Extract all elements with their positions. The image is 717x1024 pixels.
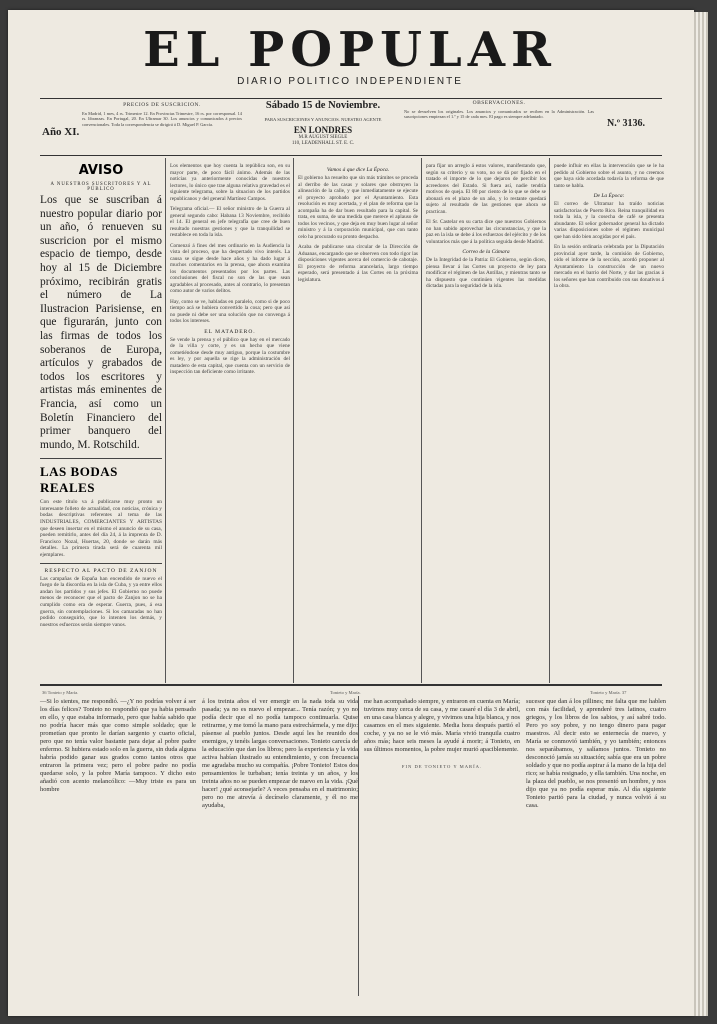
prices-box	[82, 102, 242, 127]
agency-name: M.R AUGUST SIEGLE	[298, 135, 348, 140]
folio-middle: Tonieto y María.	[330, 690, 361, 695]
col4-body-2: El Sr. Castelar en su carta dice que nuestros Gobiernos no han sabido aprovechar las circunstancias, y que la paz en la isla se debe á los esfuerzos del ejército y de los voluntarios más que á la política seguida desde Madrid.	[426, 219, 546, 245]
issue-number: N.º 3136.	[607, 118, 646, 129]
zanjon-heading: RESPECTO AL PACTO DE ZANJON	[40, 563, 162, 574]
date-box	[248, 100, 398, 147]
column-4	[426, 163, 546, 290]
header-rule-bottom	[40, 155, 662, 156]
col5-body-2: El correo de Ultramar ha traído noticias satisfactorias de Puerto Rico. Reina tranquilidad en toda la isla, y la cosecha de café se presenta abundante. El señor gobernador general ha dictado varias disposiciones sobre el régimen municipal que han sido bien acogidas por el país.	[554, 201, 664, 240]
observations-box	[404, 100, 594, 120]
correo-body: De la Integridad de la Patria: El Gobierno, según dicen, piensa llevar á las Cortes un proyecto de ley para modificar el régimen de las Antillas, y mientras tanto se ha dispuesto que continúen vigentes las medidas dictadas para la seguridad de la isla.	[426, 257, 546, 289]
col5-body-3: En la sesión ordinaria celebrada por la Diputación provincial ayer tarde, la comisión de Gobierno, oído el informe de la sección, acordó proponer al Ayuntamiento la construcción de un nuevo mercado en el barrio del Norte, y dar las gracias á los señores que han contribuido con sus donativos á la obra.	[554, 244, 664, 289]
col2-body-2: Hay, como se ve, habladas en paralelo, como si de poco tiempo acá se hubiera convertido la cosa; pero que así no puede ni debe ser una solución que no convenga á todos los intereses.	[170, 298, 290, 324]
aviso-recipient: A NUESTROS SUSCRITORES Y AL PÚBLICO	[50, 182, 152, 192]
col3-body-2: Acaba de publicarse una circular de la Dirección de Aduanas, encargando que se observen con todo rigor las disposiciones vigentes acerca del comercio de cabotaje. El proyecto de reforma arancelaria, largo tiempo esperado, será presentado á las Cortes en la próxima legislatura.	[298, 244, 418, 283]
agency-heading: PARA SUSCRICIONES Y ANUNCIOS. NUESTRO AGENTE	[264, 117, 382, 122]
feuilleton-column-2	[202, 698, 358, 810]
bodas-body: Con este título va á publicarse muy pronto un interesante folleto de actualidad, con noticias, crónica y bodas descriptivas referentes al tema de las INDUSTRIALES, COMERCIANTES Y ARTISTAS que deseen insertar en el mismo el anuncio de su casa, pueden remitirlo, antes del día 24, á la imprenta de D. Francisco Nozal, Huertas, 20, donde se darán más detalles. La primera tirada será de cuarenta mil ejemplares.	[40, 499, 162, 559]
header-rule-top	[40, 98, 662, 99]
col5-heading: De La Época:	[593, 193, 625, 199]
column-2	[170, 163, 290, 376]
observations-text: No se devuelven los originales. Los anuncios y comunicados se reciben en la Administración. Las suscripciones empiezan el 1.º y 15 de cada mes. El pago es siempre adelantado.	[404, 109, 594, 120]
feuilleton-end: FIN DE TONIETO Y MARÍA.	[401, 764, 483, 769]
agency-city: EN LONDRES	[293, 125, 353, 135]
column-3	[298, 163, 418, 283]
col3-heading: Vamos á que dice La Época.	[326, 167, 390, 173]
feuilleton-text-3: me han acompañado siempre, y entraron en cuenta en María; tuvimos muy cerca de su casa, y me casaré el día 3 de abril, en una casa blanca y alegre, y vivimos una hija blanca, y nos casamos en el mes siguiente. Media hora después partió el coche, y ya no se le vió más. María vivió tranquila cuatro años más; hace seis meses la ayudé á morir; á Tonieto, en sus últimos momentos, la pobre mujer murió apaciblemente.	[364, 698, 520, 753]
matadero-heading: EL MATADERO.	[204, 328, 256, 335]
folio-right: Tonieto y María. 37	[590, 690, 627, 695]
correo-heading: Correo de la Cámara	[462, 249, 510, 255]
column-separator	[421, 158, 422, 683]
col2-body: Comenzó á fines del mes ordinario en la Audiencia la vista del proceso, que ha despertado vivo interés. La causa se sigue desde hace años y ha dado lugar á muchos comentarios en la prensa, que ahora examina los documentos presentados por los partes. Las conclusiones del fiscal no son de las que sean agradables al procesado, antes al contrario, lo presentan como autor de varios delitos.	[170, 242, 290, 294]
newspaper-title: EL POPULAR	[143, 22, 557, 78]
column-separator	[549, 158, 550, 683]
zanjon-body: Las campañas de España han encendido de nuevo el fuego de la discordia en la isla de Cuba, y ya entre ellos andan los partidos y sus jefes. El Gobierno no puede menos de reconocer que el pacto de Zanjon no se ha cumplido como era de esperar. Guerra, pues, á esa guerra, sin contemplaciones. Si los camaradas no han podido conseguirlo, que lo intenten los demás, y nuestros esfuerzos serán siempre vanos.	[40, 575, 162, 628]
issue-date: Sábado 15 de Noviembre.	[265, 100, 381, 111]
column-1	[40, 163, 162, 628]
column-5	[554, 163, 664, 290]
col2-telegram: Telegrama oficial.— El señor ministro de la Guerra al general segundo cabo: Habana 13 Noviembre, recibido el 14. El general en jefe telegrafía que cree de buen resultado nuestras gestiones y que la tranquilidad se restablece en toda la isla.	[170, 206, 290, 238]
feuilleton-column-3	[364, 698, 520, 769]
column-separator	[293, 158, 294, 683]
newspaper-subtitle: DIARIO POLITICO INDEPENDIENTE	[237, 76, 463, 87]
agency-address: 110, LEADENHALL ST. E. C.	[291, 141, 355, 146]
year-label: Año XI.	[42, 126, 80, 138]
aviso-body: Los que se suscriban á nuestro popular diario por un año, ó renueven su suscricion por el mismo espacio de tiempo, desde hoy al 15 de Diciembre próximo, recibirán gratis el número de La Ilustracion Parisiense, en que figurarán, junto con las firmas de todos los soberanos de Europa, artículos y grabados de todos los escritores y artistas más eminentes de Francia, así como un Boletín Financiero del primer banquero del mundo, M. Rotschild.	[40, 194, 162, 451]
page-edge	[694, 12, 708, 1016]
matadero-body: Se vende la prensa y el público que hay en el mercado de la villa y corte, y es un hecho que viene cometiéndose desde muy antiguo, porque la costumbre es ley, y por aquella se rige la administración del matadero de esta capital, que cuenta con un servicio de inspección tan deficiente como irritante.	[170, 336, 290, 375]
folio-left: 36 Tonieto y María.	[42, 690, 79, 695]
feuilleton-text-4: sucesor que dan á los pillines; me falta que me hablen con más facilidad, y aprenderé tres latinos, cuatro griegos, y los libros de los sabios, y así sabré todo. Pero yo soy pobre, y no tengo dinero para pagar maestros. Al decir esto se enternecía de nuevo, y María se conmovió también, y yo también; entonces nos separábamos, y salíamos juntos. Tonieto no desconoció jamás su situación; sabía que era un pobre soldado y que no podía aspirar á la mano de la hija del rico; se había resignado, y ella también. Una noche, en la plaza del pueblo, se nos presentó un hombre, y nos dijo que ya no podía esperar más. Al día siguiente Tonieto partió para la ciudad, y nunca volvió á su casa.	[526, 698, 666, 809]
masthead	[40, 24, 660, 87]
feuilleton-column-1	[40, 698, 196, 794]
prices-heading: PRECIOS DE SUSCRICION.	[123, 102, 201, 108]
feuilleton-separator	[358, 696, 359, 996]
aviso-heading: AVISO	[78, 163, 124, 178]
observations-heading: OBSERVACIONES.	[472, 100, 526, 106]
col2-intro: Los elementos que hoy cuenta la república son, en su mayor parte, de poco fácil ánimo. Además de las noticias ya anteriormente conocidas de nuestros lectores, lo único que trae alguna relativa gravedad es el siguiente telegrama, sobre la situacion de los partidos republicanos y del general Martínez Campos.	[170, 163, 290, 202]
column-separator	[165, 158, 166, 683]
feuilleton-rule	[40, 684, 662, 686]
prices-text: En Madrid, 1 mes, 4 rs. Trimestre 12. En Provincias Trimestre, 16 rs. por corresponsal. 14 rs. libranzas. En Portugal, 20. En Ultramar 30. Los anuncios y comunicados á precios convencionales. Toda la correspondencia se dirigirá á D. Miguel P. García.	[82, 111, 242, 127]
bodas-heading: LAS BODAS REALES	[40, 458, 162, 496]
feuilleton-text-1: —Si lo sientes, me respondió. —¿Y no podrías volver á ser los días felices? Tonieto no respondió que ya habia pensado en ello, y que estaba informado, pero que había sabido que no podría hacer más que como simple soldado; que le prometían que pronto le darían sargento y cuarto oficial, pero que no tenía valor bastante para dejar al pobre padre enfermo. Si hubiera estado solo en la guerra, sin duda alguna habría podido ganar sus grados como tantos otros que entraron la primera vez; pero el pobre padre no podía quedarse solo, y la pobre María tampoco. Y dicho esto añadió con acento melancólico: —Muy triste es para un hombre	[40, 698, 196, 793]
feuilleton-text-2: á los treinta años el ver emergir en la nada toda su vida pasada; ya no es nuevo el empezar... Tenía razón; y yo no podía decir que el no podía tampoco continuarla. Quise retirarme, y me tomó la mano para estrechármela, y me dijo: pásense al pueblo juntos. Desde aquí les he reunido dos enemigos, y tenéis largas conversaciones. Tonieto carecía de la educación que dan los libros; pero la experiencia y la vida activa habían ilustrado su entendimiento, y con frecuencia me agradaba mucho su compañía. ¡Pobre Tonieto! Estos dos pensamientos le turbaban; tenía treinta y un años, y los treinta años no se pueden empezar de nuevo en la vida. ¡Qué hacer! ¿qué aconsejarle? A veces pensaba en el matrimonio; pero no me atrevía á decírselo claramente, y él no me ayudaba,	[202, 698, 358, 809]
col3-body: El gobierno ha resuelto que sin más trámites se proceda al derribo de las casas y solares que obstruyen la alineación de la calle, y que inmediatamente se ejecute el proyecto aprobado por el Ayuntamiento. Esta resolución es muy acertada, y el plan de reforma que la acompaña ha de dar buen resultado para la capital. Se trata, en suma, de una medida que merece el aplauso de todos los vecinos, y que deja en muy buen lugar al señor ministro y á la corporación municipal, que con tanto celo ha procurado su pronto despacho.	[298, 175, 418, 240]
col5-body: puede influir en ellas la intervención que se le ha pedido al Gobierno sobre el asunto, y no creemos que haya sido acordada todavía la reforma de que tanto se habla.	[554, 163, 664, 189]
feuilleton-column-4	[526, 698, 666, 810]
col4-body: para fijar un arreglo á estos valores, manifestando que, según su criterio y su voto, no se dá por fijado en el tratado el importe de lo que dejaron de percibir los acreedores del Estado. Si fuera así, nadie tendría motivos de queja. El 80 por ciento de lo que se debe se abonará en el plazo de un año, y lo restante quedará sujeto al resultado de las gestiones que ahora se practican.	[426, 163, 546, 215]
